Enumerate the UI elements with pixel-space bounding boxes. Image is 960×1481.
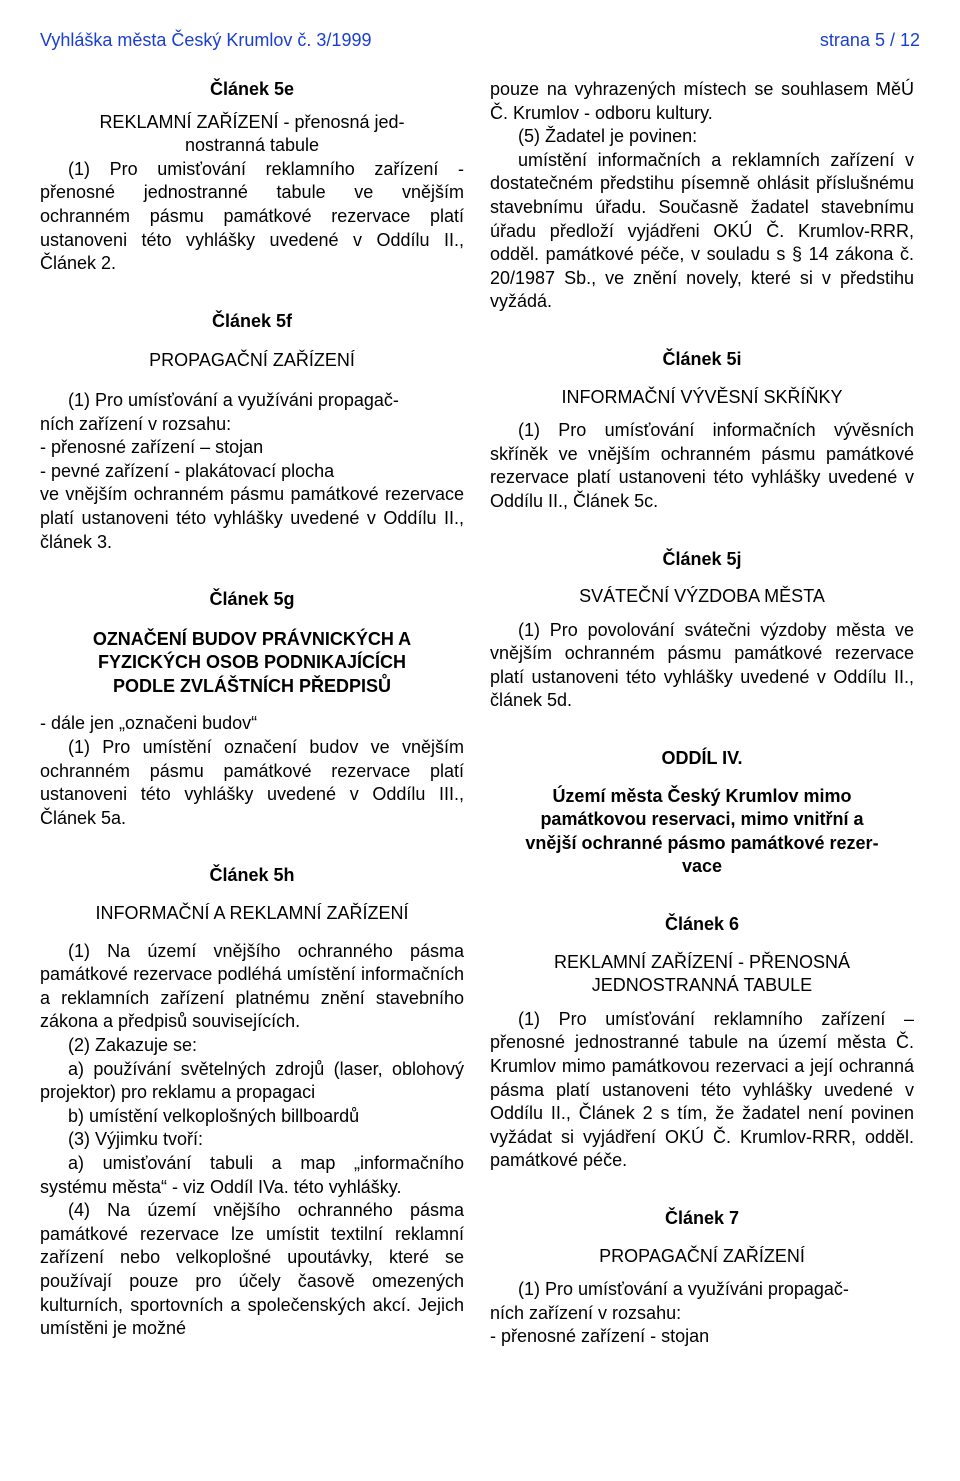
article-5h-paragraph-1: (1) Na území vnějšího ochranného pásma památkové rezervace podléhá umístění informačních a reklamních zařízení platnému znění stavebního zákona a předpisů souvisejících.: [40, 940, 464, 1032]
article-5g-paragraph-1: (1) Pro umístění označení budov ve vnějším ochranném pásmu památkové rezervace platí ustanoveni této vyhlášky uvedené v Oddílu III., Článek 5a.: [40, 737, 464, 828]
article-5f-heading: PROPAGAČNÍ ZAŘÍZENÍ: [149, 350, 355, 371]
continuation-paragraph: pouze na vyhrazených místech se souhlasem MěÚ Č. Krumlov - odboru kultury.: [490, 79, 914, 123]
article-5f-title: Článek 5f: [211, 310, 293, 331]
article-5h-paragraph-2b: b) umístění velkoplošných billboardů: [68, 1105, 360, 1126]
article-5h-paragraph-3: (3) Výjimku tvoří:: [68, 1129, 204, 1150]
article-5h-paragraph-3a: a) umisťování tabuli a map „informačního systému města“ - viz Oddíl IVa. této vyhlášky.: [40, 1152, 464, 1197]
section-iv-heading: Území města Český Krumlov mimo památkovou reservaci, mimo vnitřní a vnější ochranné pásmo památkové rezer- vace: [525, 785, 879, 877]
article-5e-heading: REKLAMNÍ ZAŘÍZENÍ - přenosná jed- nostranná tabule: [99, 111, 405, 156]
article-5h-paragraph-2: (2) Zakazuje se:: [68, 1035, 198, 1055]
article-7-paragraph-1: (1) Pro umísťování a využíváni propagač- ních zařízení v rozsahu: - přenosné zařízení - stojan: [490, 1279, 849, 1347]
article-5g-heading: OZNAČENÍ BUDOV PRÁVNICKÝCH A FYZICKÝCH OSOB PODNIKAJÍCÍCH PODLE ZVLÁŠTNÍCH PŘEDPISŮ: [92, 628, 412, 696]
article-5i-paragraph-1: (1) Pro umísťování informačních vývěsních skříněk ve vnějším ochranném pásmu památkové rezervace platí ustanoveni této vyhlášky uvedené v Oddílu II., Článek 5c.: [490, 420, 914, 511]
article-5j-heading: SVÁTEČNÍ VÝZDOBA MĚSTA: [579, 586, 825, 607]
article-5e-title: Článek 5e: [209, 79, 295, 99]
paragraph-5a: umístění informačních a reklamních zařízení v dostatečném předstihu písemně ohlásit příslušnému stavebnímu úřadu. Současně žadatel stavebnímu úřadu předloží vyjádřeni OKÚ Č. Krumlov-RRR, odděl. památkové péče, v souladu s § 14 zákona č. 20/1987 Sb., ve znění novely, které si v předstihu vyžádá.: [490, 149, 914, 312]
article-5h-paragraph-2a: a) používání světelných zdrojů (laser, oblohový projektor) pro reklamu a propagaci: [40, 1058, 464, 1103]
article-5h-title: Článek 5h: [209, 865, 295, 886]
article-6-paragraph-1: (1) Pro umísťování reklamního zařízení – přenosné jednostranné tabule na území města Č. Krumlov mimo památkovou rezervaci a její ochranná pásma platí ustanoveni této vyhlášky uvedené v Oddílu II., Článek 2 s tím, že žadatel není povinen vyžádat si vyjádření OKÚ Č. Krumlov-RRR, odděl. památkové péče.: [490, 1008, 914, 1171]
article-7-title: Článek 7: [664, 1207, 740, 1228]
paragraph-5: (5) Žadatel je povinen:: [518, 126, 698, 147]
right-column: [490, 78, 914, 1349]
page-header: [40, 28, 920, 52]
article-7-heading: PROPAGAČNÍ ZAŘÍZENÍ: [599, 1245, 805, 1266]
article-5i-title: Článek 5i: [662, 348, 742, 369]
document-title: Vyhláška města Český Krumlov č. 3/1999: [40, 30, 372, 50]
article-6-title: Článek 6: [664, 914, 740, 935]
article-5g-paragraph-0: - dále jen „označeni budov“: [40, 713, 258, 734]
article-5h-paragraph-4: (4) Na území vnějšího ochranného pásma památkové rezervace lze umístit textilní reklamní zařízení nebo velkoplošné upoutávky, které se používají pouze pro účely časově omezených kulturních, sportovních a společenských akcí. Jejich umístěni je možné: [40, 1200, 464, 1339]
article-5g-title: Článek 5g: [209, 589, 295, 610]
article-5i-heading: INFORMAČNÍ VÝVĚSNÍ SKŘÍŇKY: [561, 386, 843, 407]
article-5j-title: Článek 5j: [662, 548, 742, 569]
article-5e-paragraph-1: (1) Pro umisťování reklamního zařízení - přenosné jednostranné tabule ve vnějším ochranném pásmu památkové rezervace platí ustanoveni této vyhlášky uvedené v Oddílu II., Článek 2.: [40, 158, 464, 274]
article-5f-paragraph-2: ve vnějším ochranném pásmu památkové rezervace platí ustanoveni této vyhlášky uvedené v Oddílu II., článek 3.: [40, 484, 464, 552]
article-5j-paragraph-1: (1) Pro povolování svátečni výzdoby města ve vnějším ochranném pásmu památkové rezervace platí ustanoveni této vyhlášky uvedené v Oddílu II., článek 5d.: [490, 619, 914, 711]
page-number: strana 5 / 12: [819, 30, 920, 50]
article-5h-heading: INFORMAČNÍ A REKLAMNÍ ZAŘÍZENÍ: [95, 903, 409, 924]
left-column: [40, 78, 464, 1341]
section-iv-title: ODDÍL IV.: [661, 748, 743, 769]
article-6-heading: REKLAMNÍ ZAŘÍZENÍ - PŘENOSNÁ JEDNOSTRANNÁ TABULE: [553, 951, 851, 996]
article-5f-paragraph-1: (1) Pro umísťování a využíváni propagač- ních zařízení v rozsahu: - přenosné zařízení – stojan - pevné zařízení - plakátovací plocha: [40, 389, 399, 481]
